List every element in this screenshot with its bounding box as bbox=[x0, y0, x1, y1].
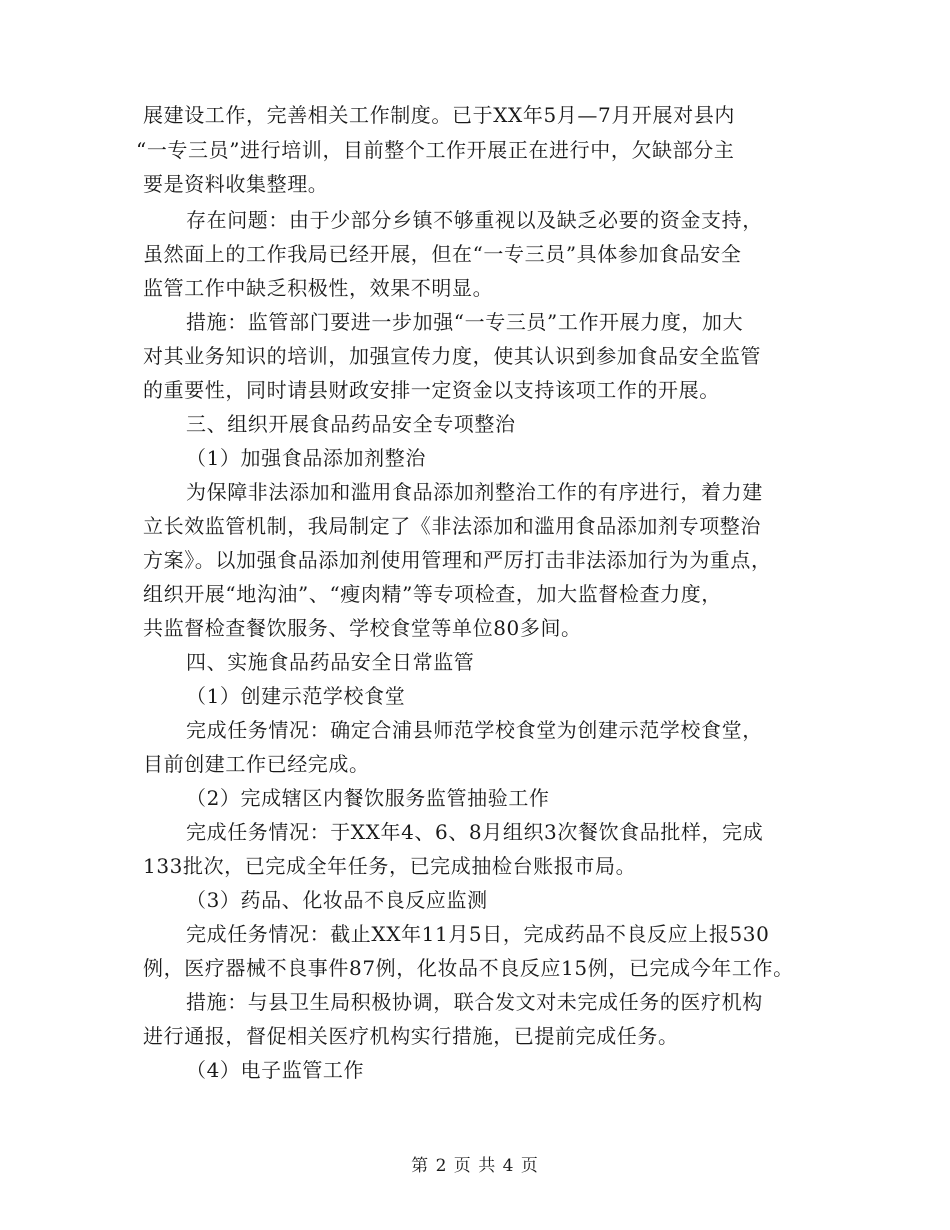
text-line: 要是资料收集整理。 bbox=[143, 172, 329, 196]
subsection-heading: （1）加强食品添加剂整治 bbox=[186, 446, 426, 470]
subsection-heading: （3）药品、化妆品不良反应监测 bbox=[186, 888, 488, 912]
section-heading: 四、实施食品药品安全日常监管 bbox=[186, 650, 475, 674]
text-line: 进行通报，督促相关医疗机构实行措施，已提前完成任务。 bbox=[143, 1024, 679, 1048]
text-line: 存在问题：由于少部分乡镇不够重视以及缺乏必要的资金支持， bbox=[186, 208, 763, 232]
text-line: 为保障非法添加和滥用食品添加剂整治工作的有序进行，着力建 bbox=[186, 480, 763, 504]
subsection-heading: （2）完成辖区内餐饮服务监管抽验工作 bbox=[186, 786, 550, 810]
text-line: 展建设工作，完善相关工作制度。已于XX年5月—7月开展对县内 bbox=[143, 103, 735, 127]
text-line: 的重要性，同时请县财政安排一定资金以支持该项工作的开展。 bbox=[143, 378, 720, 402]
text-line: “一专三员”进行培训，目前整个工作开展正在进行中，欠缺部分主 bbox=[136, 138, 735, 162]
text-line: 目前创建工作已经完成。 bbox=[143, 752, 370, 776]
text-line: 措施：监管部门要进一步加强“一专三员”工作开展力度，加大 bbox=[186, 310, 744, 334]
text-line: 组织开展“地沟油”、“瘦肉精”等专项检查，加大监督检查力度， bbox=[143, 582, 722, 606]
text-line: 完成任务情况：确定合浦县师范学校食堂为创建示范学校食堂， bbox=[186, 718, 763, 742]
text-line: 立长效监管机制，我局制定了《非法添加和滥用食品添加剂专项整治 bbox=[143, 514, 761, 538]
text-line: 共监督检查餐饮服务、学校食堂等单位80多间。 bbox=[143, 616, 582, 640]
subsection-heading: （4）电子监管工作 bbox=[186, 1058, 365, 1082]
text-line: 对其业务知识的培训，加强宣传力度，使其认识到参加食品安全监管 bbox=[143, 344, 761, 368]
text-line: 133批次，已完成全年任务，已完成抽检台账报市局。 bbox=[143, 854, 637, 878]
text-line: 措施：与县卫生局积极协调，联合发文对未完成任务的医疗机构 bbox=[186, 990, 763, 1014]
text-line: 完成任务情况：截止XX年11月5日，完成药品不良反应上报530 bbox=[186, 922, 770, 946]
text-line: 虽然面上的工作我局已经开展，但在“一专三员”具体参加食品安全 bbox=[143, 242, 742, 266]
text-line: 例，医疗器械不良事件87例，化妆品不良反应15例，已完成今年工作。 bbox=[143, 956, 794, 980]
text-line: 完成任务情况：于XX年4、6、8月组织3次餐饮食品批样，完成 bbox=[186, 820, 764, 844]
section-heading: 三、组织开展食品药品安全专项整治 bbox=[186, 412, 516, 436]
text-line: 监管工作中缺乏积极性，效果不明显。 bbox=[143, 276, 494, 300]
text-line: 方案》。以加强食品添加剂使用管理和严厉打击非法添加行为为重点， bbox=[143, 548, 772, 572]
subsection-heading: （1）创建示范学校食堂 bbox=[186, 684, 406, 708]
page-number-footer: 第 2 页 共 4 页 bbox=[411, 1156, 539, 1176]
